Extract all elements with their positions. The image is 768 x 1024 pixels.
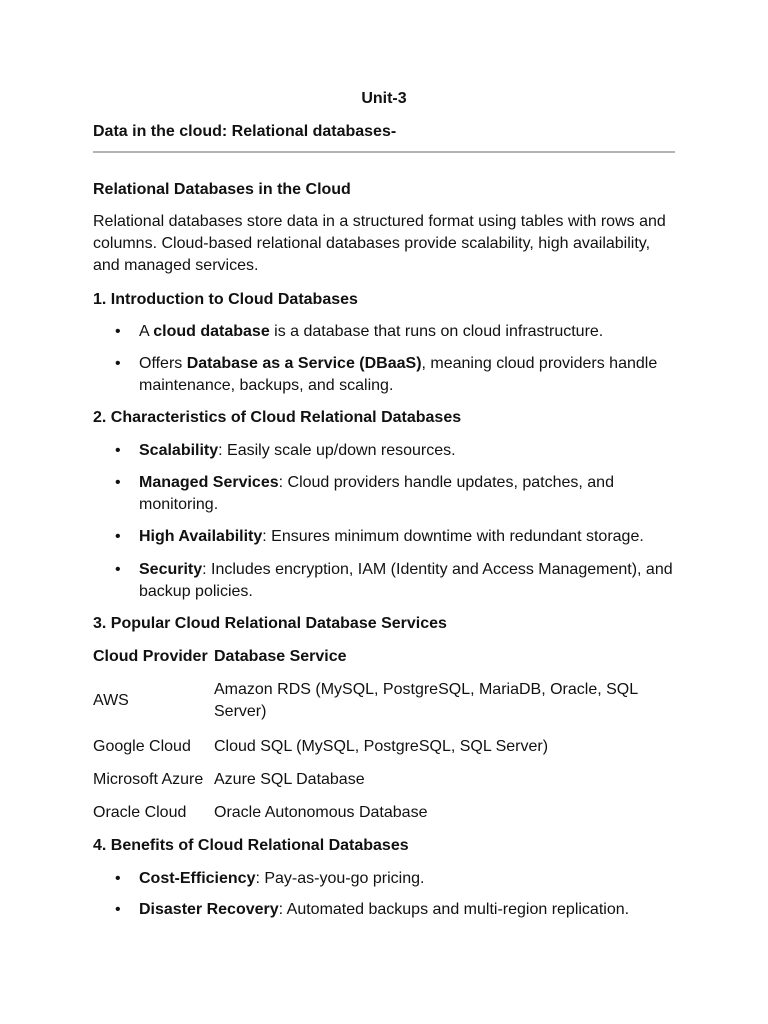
table-cell-provider: AWS <box>93 692 129 709</box>
document-subtitle: Data in the cloud: Relational databases- <box>93 123 397 140</box>
list-item <box>93 321 675 343</box>
bullet: • <box>115 355 121 372</box>
bullet: • <box>115 901 121 918</box>
bullet: • <box>115 474 121 491</box>
list-item <box>93 440 675 462</box>
item-text: : Pay-as-you-go pricing. <box>255 870 425 887</box>
table-cell-provider: Oracle Cloud <box>93 804 187 821</box>
unit-title: Unit-3 <box>361 90 407 107</box>
item-term: Security <box>139 561 203 578</box>
section-3-heading: 3. Popular Cloud Relational Database Services <box>93 615 447 632</box>
item-text-pre: A <box>139 323 154 340</box>
list-item <box>93 526 675 548</box>
list-item <box>93 899 675 921</box>
table-header-cell: Cloud Provider <box>93 648 208 665</box>
list-item <box>93 868 675 890</box>
table-cell-service: Cloud SQL (MySQL, PostgreSQL, SQL Server) <box>214 738 549 755</box>
list-item <box>93 559 675 603</box>
item-text-pre: Offers <box>139 355 187 372</box>
bullet: • <box>115 442 121 459</box>
table-cell-service: Oracle Autonomous Database <box>214 804 428 821</box>
table-cell-provider: Google Cloud <box>93 738 191 755</box>
item-term: Scalability <box>139 442 219 459</box>
table-cell-service: Amazon RDS (MySQL, PostgreSQL, MariaDB, Oracle, SQL Server) <box>214 681 638 720</box>
item-term: cloud database <box>153 323 270 340</box>
item-text: : Cloud providers handle updates, patches, and monitoring. <box>139 474 614 513</box>
bullet: • <box>115 323 121 340</box>
item-text: : Ensures minimum downtime with redundant storage. <box>262 528 644 545</box>
list-item <box>93 472 675 516</box>
horizontal-rule <box>93 151 675 153</box>
section-title: Relational Databases in the Cloud <box>93 181 351 198</box>
item-term: Managed Services <box>139 474 279 491</box>
intro-paragraph: Relational databases store data in a structured format using tables with rows and columns. Cloud-based relational databases provide scalability, high availability, and managed services. <box>93 213 666 274</box>
section-2-heading: 2. Characteristics of Cloud Relational Databases <box>93 409 462 426</box>
item-text: is a database that runs on cloud infrastructure. <box>269 323 604 340</box>
bullet: • <box>115 561 121 578</box>
bullet: • <box>115 870 121 887</box>
list-item <box>93 353 675 397</box>
bullet: • <box>115 528 121 545</box>
table-cell-provider: Microsoft Azure <box>93 771 204 788</box>
item-text: : Easily scale up/down resources. <box>218 442 456 459</box>
table-cell-service: Azure SQL Database <box>214 771 365 788</box>
item-term: Disaster Recovery <box>139 901 279 918</box>
item-term: Database as a Service (DBaaS) <box>186 355 422 372</box>
item-text: , meaning cloud providers handle maintenance, backups, and scaling. <box>139 355 658 394</box>
table-header-cell: Database Service <box>214 648 347 665</box>
section-4-heading: 4. Benefits of Cloud Relational Databases <box>93 837 409 854</box>
table-row <box>93 679 675 723</box>
item-term: High Availability <box>139 528 263 545</box>
item-term: Cost-Efficiency <box>139 870 256 887</box>
item-text: : Automated backups and multi-region replication. <box>278 901 630 918</box>
item-text: : Includes encryption, IAM (Identity and Access Management), and backup policies. <box>139 561 673 600</box>
section-1-heading: 1. Introduction to Cloud Databases <box>93 291 358 308</box>
